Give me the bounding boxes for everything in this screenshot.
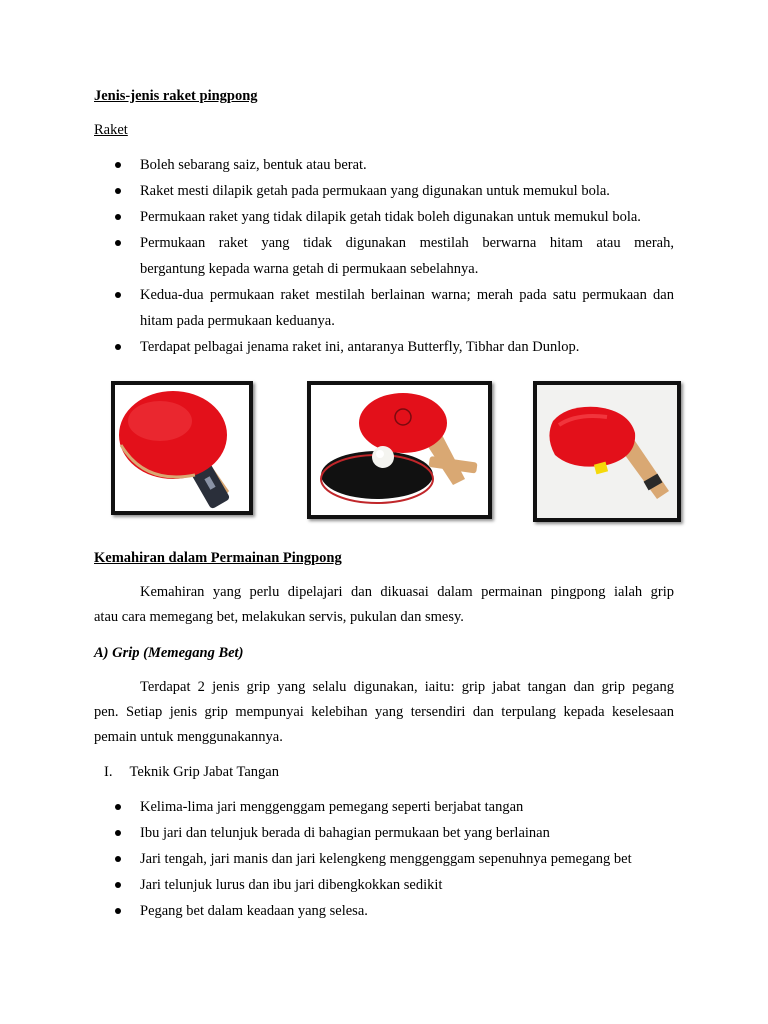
bullet-icon [115,908,121,914]
list-item: Permukaan raket yang tidak dilapik getah tidak boleh digunakan untuk memukul bola. [94,204,674,230]
racket-image-pair-with-ball [307,381,492,519]
bullet-icon [115,188,121,194]
bullet-icon [115,856,121,862]
raket-bullet-list [94,152,674,360]
racket-image-japanese-penhold [533,381,681,522]
list-item: Kedua-dua permukaan raket mestilah berlainan warna; merah pada satu permukaan dan hitam pada permukaan keduanya. [94,282,674,334]
racket-pair-illustration [311,385,488,515]
list-item: Boleh sebarang saiz, bentuk atau berat. [94,152,674,178]
bullet-icon [115,162,121,168]
racket-japanese-illustration [537,385,677,518]
technique-bullet-list [94,794,674,924]
technique-title: Teknik Grip Jabat Tangan [129,764,279,780]
racket-image-red-penhold [111,381,253,515]
list-item: Pegang bet dalam keadaan yang selesa. [94,898,674,924]
technique-heading [104,762,279,782]
bullet-icon [115,830,121,836]
subheading-raket: Raket [94,122,128,138]
list-item: Kelima-lima jari menggenggam pemegang seperti berjabat tangan [94,794,674,820]
bullet-icon [115,344,121,350]
list-item: Terdapat pelbagai jenama raket ini, antaranya Butterfly, Tibhar dan Dunlop. [94,334,674,360]
grip-heading: A) Grip (Memegang Bet) [94,645,244,661]
list-item: Jari tengah, jari manis dan jari kelengkeng menggenggam sepenuhnya pemegang bet [94,846,674,872]
list-item: Jari telunjuk lurus dan ibu jari dibengkokkan sedikit [94,872,674,898]
bullet-icon [115,240,121,246]
racket-red-illustration [115,385,249,511]
bullet-icon [115,292,121,298]
bullet-icon [115,214,121,220]
heading-racket-types: Jenis-jenis raket pingpong [94,88,258,104]
list-item: Permukaan raket yang tidak digunakan mestilah berwarna hitam atau merah, bergantung kepada warna getah di permukaan sebelahnya. [94,230,674,282]
bullet-icon [115,804,121,810]
heading-skills: Kemahiran dalam Permainan Pingpong [94,550,342,566]
bullet-icon [115,882,121,888]
roman-numeral: I. [104,764,113,780]
list-item: Raket mesti dilapik getah pada permukaan yang digunakan untuk memukul bola. [94,178,674,204]
list-item: Ibu jari dan telunjuk berada di bahagian permukaan bet yang berlainan [94,820,674,846]
skills-paragraph: Kemahiran yang perlu dipelajari dan dikuasai dalam permainan pingpong ialah grip atau cara memegang bet, melakukan servis, pukulan dan smesy. [94,584,674,625]
grip-paragraph: Terdapat 2 jenis grip yang selalu digunakan, iaitu: grip jabat tangan dan grip pegang pen. Setiap jenis grip mempunyai kelebihan yang tersendiri dan terpulang kepada keselesaan pemain untuk menggunakannya. [94,679,674,745]
